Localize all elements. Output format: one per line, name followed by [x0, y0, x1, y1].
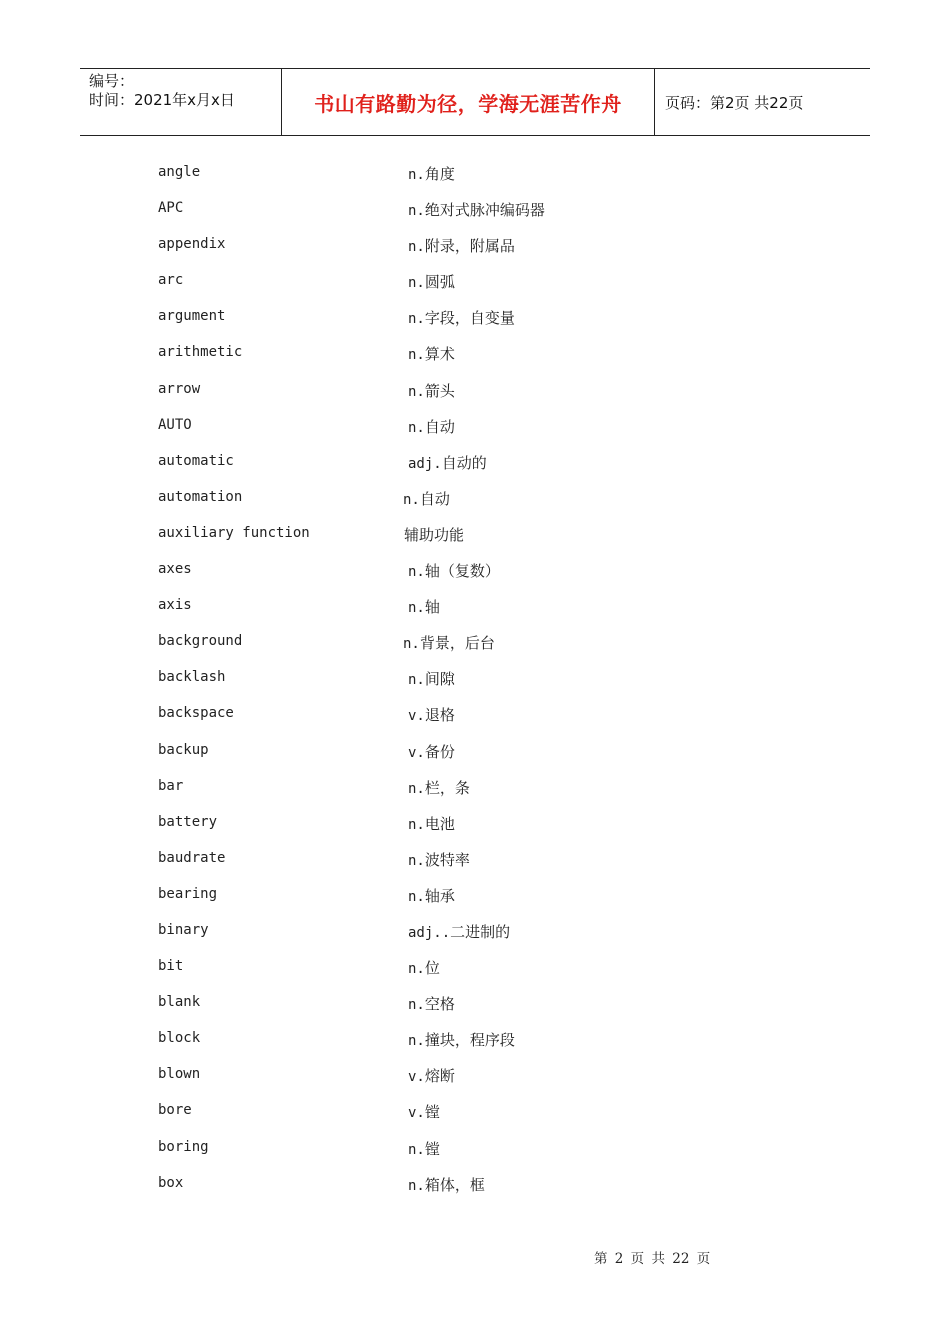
glossary-entry	[0, 409, 950, 445]
entry-definition	[408, 452, 487, 473]
entry-part-of-speech: n.	[408, 203, 425, 220]
motto-text: 书山有路勤为径，学海无涯苦作舟	[314, 91, 622, 116]
entry-meaning: 背景，后台	[419, 634, 495, 653]
glossary-entry	[0, 1022, 950, 1058]
glossary-entry	[0, 264, 950, 300]
entry-meaning: 圆弧	[424, 273, 455, 292]
glossary-entry	[0, 589, 950, 625]
entry-definition	[408, 307, 515, 328]
entry-term: bore	[158, 1102, 192, 1119]
entry-term: binary	[158, 921, 209, 938]
entry-definition	[408, 849, 470, 870]
entry-definition	[408, 343, 455, 364]
entry-part-of-speech: v.	[408, 1069, 425, 1086]
entry-definition	[408, 741, 455, 762]
entry-meaning: 箱体，框	[424, 1175, 485, 1194]
glossary-entry	[0, 1167, 950, 1203]
entry-meaning: 箭头	[424, 381, 455, 400]
entry-term: box	[158, 1174, 184, 1191]
entry-definition	[408, 163, 455, 184]
entry-definition	[408, 271, 455, 292]
page-footer: 第 2 页 共 22 页	[594, 1251, 711, 1267]
glossary-entry	[0, 1058, 950, 1094]
entry-part-of-speech: v.	[408, 744, 425, 761]
entry-term: bit	[158, 958, 184, 975]
entry-part-of-speech: n.	[408, 1177, 425, 1194]
entry-meaning: 镗	[424, 1103, 440, 1122]
entry-definition	[408, 560, 500, 581]
glossary-entry	[0, 300, 950, 336]
entry-part-of-speech: n.	[408, 239, 425, 256]
glossary-entry	[0, 661, 950, 697]
entry-term: baudrate	[158, 849, 226, 866]
entry-meaning: 熔断	[424, 1067, 455, 1086]
entry-definition	[408, 1065, 455, 1086]
entry-term: backlash	[158, 669, 226, 686]
entry-definition	[403, 632, 495, 653]
entry-term: arrow	[158, 380, 201, 397]
glossary-entry	[0, 1094, 950, 1130]
entry-definition	[408, 993, 455, 1014]
entry-part-of-speech: n.	[408, 347, 425, 364]
entry-part-of-speech: n.	[408, 997, 425, 1014]
entry-definition	[408, 235, 515, 256]
entry-meaning: 二进制的	[450, 922, 511, 941]
entry-part-of-speech: n.	[408, 167, 425, 183]
entry-part-of-speech: v.	[408, 1105, 425, 1122]
glossary-entry	[0, 734, 950, 770]
glossary-list	[0, 156, 950, 1203]
entry-meaning: 撞块，程序段	[424, 1031, 515, 1050]
entry-definition	[408, 813, 455, 834]
glossary-entry	[0, 878, 950, 914]
entry-meaning: 附录，附属品	[424, 237, 515, 256]
glossary-entry	[0, 445, 950, 481]
entry-definition	[408, 1029, 515, 1050]
glossary-entry	[0, 481, 950, 517]
entry-meaning: 备份	[424, 742, 455, 761]
time-label: 时间：2021年x月x日	[89, 91, 235, 109]
entry-definition	[408, 416, 455, 437]
entry-part-of-speech: n.	[408, 852, 425, 869]
entry-meaning: 空格	[424, 995, 455, 1014]
entry-part-of-speech: n.	[408, 1033, 425, 1050]
entry-definition	[408, 885, 455, 906]
entry-term: bearing	[158, 885, 218, 902]
entry-meaning: 退格	[424, 706, 455, 725]
entry-term: boring	[158, 1138, 209, 1155]
entry-term: APC	[158, 200, 184, 217]
entry-term: angle	[158, 164, 201, 180]
glossary-entry	[0, 553, 950, 589]
glossary-entry	[0, 986, 950, 1022]
entry-part-of-speech: n.	[408, 275, 425, 292]
glossary-entry	[0, 914, 950, 950]
entry-term: axes	[158, 561, 192, 578]
page-info: 页码：第2页 共22页	[665, 93, 804, 112]
entry-meaning: 轴	[424, 598, 440, 617]
entry-definition	[408, 921, 510, 942]
entry-part-of-speech: n.	[408, 888, 425, 905]
entry-part-of-speech: v.	[408, 708, 425, 725]
entry-meaning: 自动的	[441, 453, 487, 472]
entry-meaning: 位	[424, 959, 440, 978]
glossary-entry	[0, 373, 950, 409]
entry-part-of-speech: n.	[408, 672, 425, 689]
entry-meaning: 辅助功能	[404, 525, 465, 544]
entry-term: arithmetic	[158, 344, 243, 361]
glossary-entry	[0, 192, 950, 228]
entry-part-of-speech: n.	[408, 600, 425, 617]
glossary-entry	[0, 156, 950, 192]
glossary-entry	[0, 842, 950, 878]
entry-definition	[408, 199, 545, 220]
entry-definition	[408, 668, 455, 689]
glossary-entry	[0, 950, 950, 986]
entry-definition	[408, 777, 470, 798]
entry-term: battery	[158, 813, 218, 830]
entry-meaning: 算术	[424, 345, 455, 364]
entry-meaning: 角度	[424, 165, 455, 183]
entry-part-of-speech: adj..	[408, 924, 451, 941]
entry-term: blown	[158, 1066, 201, 1083]
entry-term: argument	[158, 308, 226, 325]
entry-meaning: 自动	[424, 417, 455, 436]
entry-term: block	[158, 1030, 201, 1047]
entry-term: backspace	[158, 705, 234, 722]
header-motto-cell	[282, 69, 655, 135]
entry-definition	[408, 1138, 440, 1159]
entry-meaning: 镗	[424, 1139, 440, 1158]
entry-term: AUTO	[158, 416, 192, 433]
entry-part-of-speech: n.	[408, 1141, 425, 1158]
entry-part-of-speech: n.	[408, 564, 425, 581]
header-left-cell	[80, 69, 282, 135]
entry-term: blank	[158, 994, 201, 1011]
entry-term: automation	[158, 488, 243, 505]
entry-definition	[408, 1101, 440, 1122]
entry-definition	[408, 957, 440, 978]
entry-term: background	[158, 633, 243, 650]
entry-part-of-speech: n.	[408, 311, 425, 328]
header-page-cell	[655, 69, 870, 135]
entry-term: axis	[158, 597, 192, 614]
glossary-entry	[0, 697, 950, 733]
glossary-entry	[0, 336, 950, 372]
glossary-entry	[0, 228, 950, 264]
entry-term: automatic	[158, 452, 234, 469]
entry-part-of-speech: n.	[403, 491, 420, 508]
entry-definition	[408, 1174, 485, 1195]
glossary-entry	[0, 806, 950, 842]
entry-term: arc	[158, 272, 184, 289]
entry-meaning: 波特率	[424, 850, 470, 869]
entry-meaning: 栏，条	[424, 778, 470, 797]
entry-term: appendix	[158, 236, 226, 253]
entry-definition	[408, 704, 455, 725]
entry-meaning: 电池	[424, 814, 455, 833]
glossary-entry	[0, 625, 950, 661]
entry-definition	[404, 524, 464, 545]
glossary-entry	[0, 770, 950, 806]
entry-part-of-speech: n.	[408, 780, 425, 797]
entry-part-of-speech: adj.	[408, 455, 442, 472]
entry-meaning: 轴（复数）	[424, 562, 500, 581]
entry-meaning: 间隙	[424, 670, 455, 689]
entry-part-of-speech: n.	[408, 961, 425, 978]
entry-part-of-speech: n.	[403, 636, 420, 653]
entry-meaning: 字段，自变量	[424, 309, 515, 328]
entry-meaning: 绝对式脉冲编码器	[424, 201, 545, 220]
entry-meaning: 自动	[419, 489, 450, 508]
entry-definition	[408, 596, 440, 617]
entry-definition	[403, 488, 450, 509]
glossary-entry	[0, 1131, 950, 1167]
entry-term: backup	[158, 741, 209, 758]
entry-meaning: 轴承	[424, 886, 455, 905]
entry-part-of-speech: n.	[408, 383, 425, 400]
glossary-entry	[0, 517, 950, 553]
number-label: 编号：	[89, 72, 135, 90]
entry-term: bar	[158, 777, 184, 794]
entry-part-of-speech: n.	[408, 419, 425, 436]
entry-part-of-speech: n.	[408, 816, 425, 833]
entry-definition	[408, 380, 455, 401]
entry-term: auxiliary function	[158, 524, 310, 541]
page-header	[80, 68, 870, 136]
